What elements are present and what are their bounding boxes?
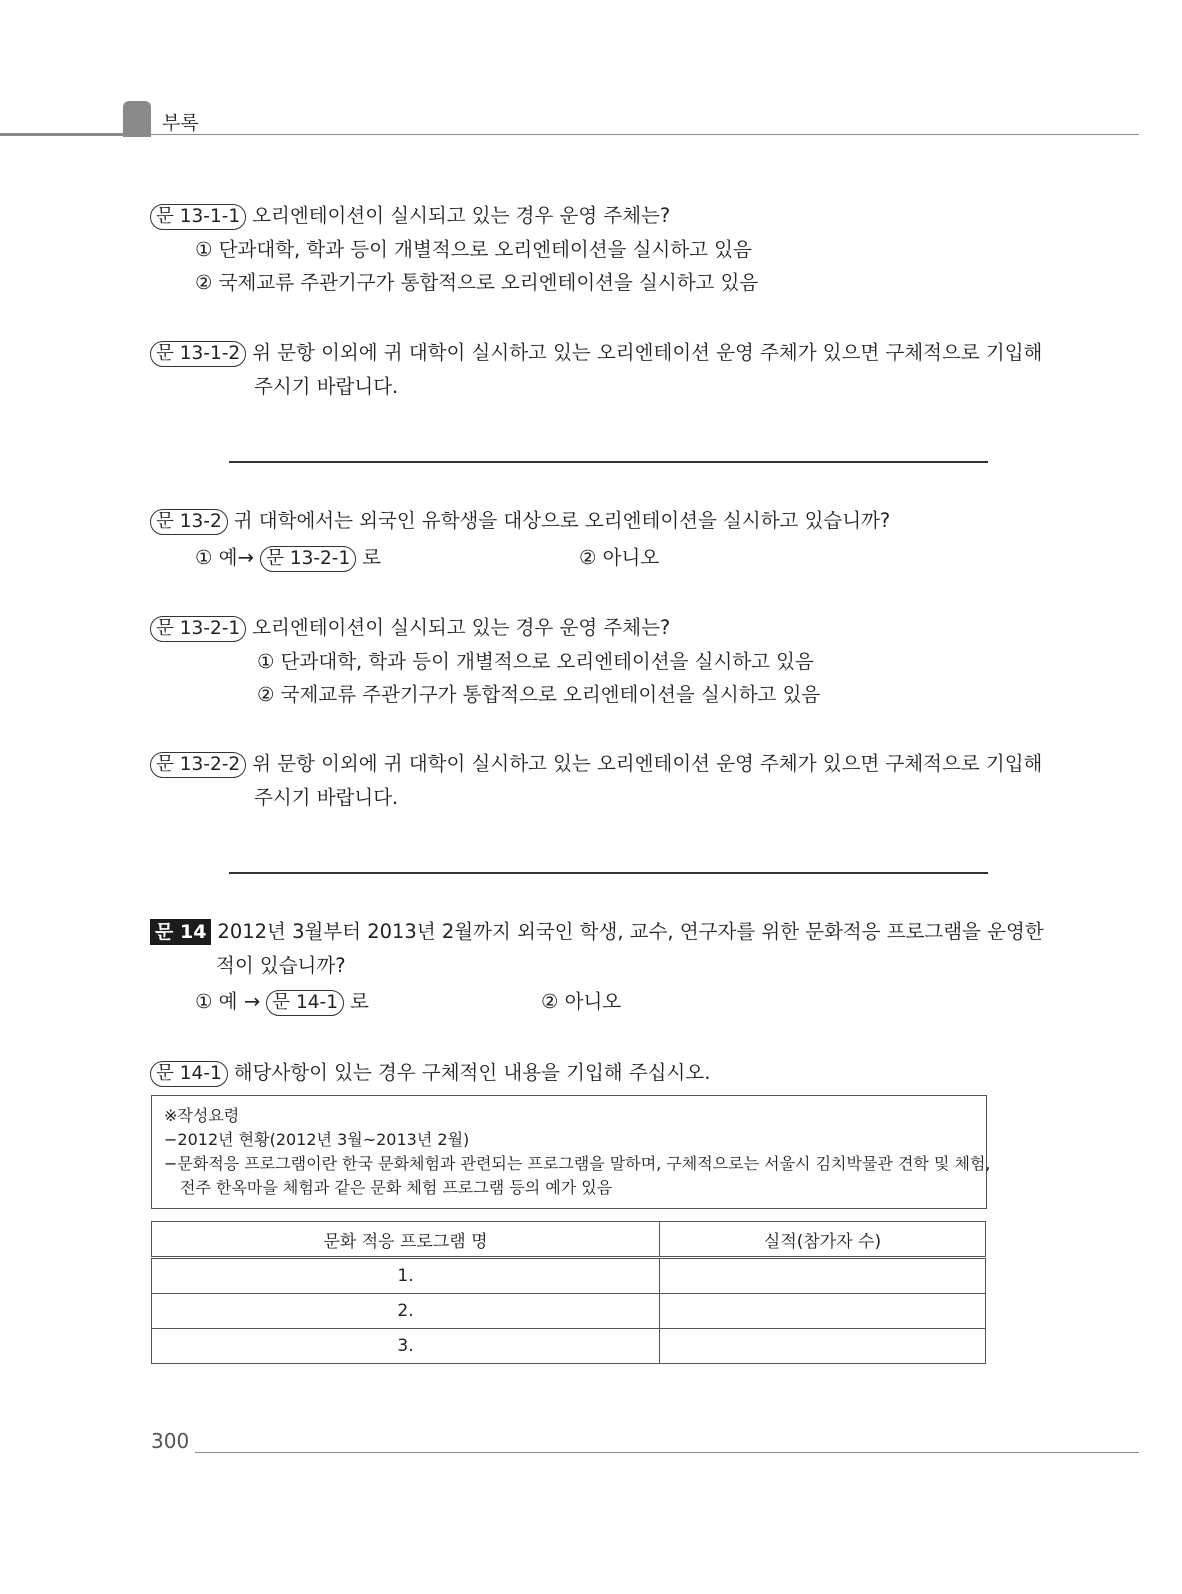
question-13-2 (150, 507, 890, 535)
header-tab-marker (123, 101, 151, 137)
question-text-cont: 적이 있습니까? (216, 954, 346, 977)
question-label: 문 13-2-2 (150, 752, 246, 778)
section-title: 부록 (162, 112, 199, 134)
option-yes[interactable] (195, 544, 381, 572)
question-text: 오리엔테이션이 실시되고 있는 경우 운영 주체는? (252, 204, 671, 227)
program-table (151, 1221, 986, 1364)
question-14-1 (150, 1059, 710, 1087)
guide-line: −문화적응 프로그램이란 한국 문화체험과 관련되는 프로그램을 말하며, 구체적으로는 서울시 김치박물관 견학 및 체험, (164, 1154, 991, 1173)
question-ref-label: 문 13-2-1 (260, 546, 356, 572)
question-14 (150, 918, 1044, 946)
question-label: 문 13-1-1 (150, 204, 246, 230)
option-2[interactable]: ② 국제교류 주관기구가 통합적으로 오리엔테이션을 실시하고 있음 (195, 271, 759, 294)
table-row (152, 1329, 986, 1364)
participants-cell[interactable] (660, 1294, 986, 1329)
question-text-cont: 주시기 바랍니다. (254, 375, 399, 398)
question-text: 해당사항이 있는 경우 구체적인 내용을 기입해 주십시오. (233, 1061, 711, 1084)
participants-cell[interactable] (660, 1258, 986, 1294)
program-name-cell[interactable]: 2. (152, 1294, 660, 1329)
question-label: 문 13-1-2 (150, 341, 246, 367)
option-2[interactable]: ② 국제교류 주관기구가 통합적으로 오리엔테이션을 실시하고 있음 (257, 683, 821, 706)
page-number: 300 (151, 1429, 190, 1453)
option-1[interactable]: ① 단과대학, 학과 등이 개별적으로 오리엔테이션을 실시하고 있음 (195, 238, 752, 261)
question-text: 오리엔테이션이 실시되고 있는 경우 운영 주체는? (252, 616, 671, 639)
question-text-cont: 주시기 바랍니다. (254, 786, 399, 809)
question-text: 위 문항 이외에 귀 대학이 실시하고 있는 오리엔테이션 운영 주체가 있으면 구체적으로 기입해 (252, 752, 1043, 775)
question-13-2-2 (150, 750, 1042, 778)
question-label: 문 13-2-1 (150, 616, 246, 642)
option-no[interactable]: ② 아니오 (541, 990, 622, 1013)
question-text: 귀 대학에서는 외국인 유학생을 대상으로 오리엔테이션을 실시하고 있습니까? (233, 509, 891, 532)
option-yes-suffix: 로 (350, 990, 369, 1013)
table-row (152, 1294, 986, 1329)
participants-cell[interactable] (660, 1329, 986, 1364)
guide-line: −2012년 현황(2012년 3월~2013년 2월) (164, 1130, 470, 1149)
option-yes[interactable] (195, 988, 369, 1016)
question-ref-label: 문 14-1 (266, 990, 344, 1016)
writing-guide-box (151, 1095, 991, 1209)
program-name-cell[interactable]: 3. (152, 1329, 660, 1364)
question-text: 위 문항 이외에 귀 대학이 실시하고 있는 오리엔테이션 운영 주체가 있으면 구체적으로 기입해 (252, 341, 1043, 364)
answer-line[interactable] (229, 872, 988, 874)
guide-line: 전주 한옥마을 체험과 같은 문화 체험 프로그램 등의 예가 있음 (180, 1178, 613, 1197)
footer-rule (195, 1452, 1139, 1453)
question-label: 문 14 (150, 919, 211, 945)
question-text: 2012년 3월부터 2013년 2월까지 외국인 학생, 교수, 연구자를 위한 문화적응 프로그램을 운영한 (217, 920, 1044, 943)
program-name-cell[interactable]: 1. (152, 1258, 660, 1294)
question-label: 문 13-2 (150, 509, 228, 535)
option-yes-prefix: ① 예→ (195, 546, 254, 569)
table-row (152, 1258, 986, 1294)
question-label: 문 14-1 (150, 1061, 228, 1087)
question-13-2-1 (150, 614, 670, 642)
column-header-participants: 실적(참가자 수) (660, 1222, 986, 1258)
option-yes-prefix: ① 예 → (195, 990, 261, 1013)
header-rule (151, 134, 1139, 135)
answer-line[interactable] (229, 461, 988, 463)
option-yes-suffix: 로 (362, 546, 382, 569)
option-1[interactable]: ① 단과대학, 학과 등이 개별적으로 오리엔테이션을 실시하고 있음 (257, 650, 814, 673)
header-rule-left (0, 133, 151, 136)
guide-title: ※작성요령 (164, 1106, 240, 1125)
question-13-1-2 (150, 339, 1042, 367)
question-13-1-1 (150, 202, 670, 230)
option-no[interactable]: ② 아니오 (579, 546, 660, 569)
column-header-program-name: 문화 적응 프로그램 명 (152, 1222, 660, 1258)
